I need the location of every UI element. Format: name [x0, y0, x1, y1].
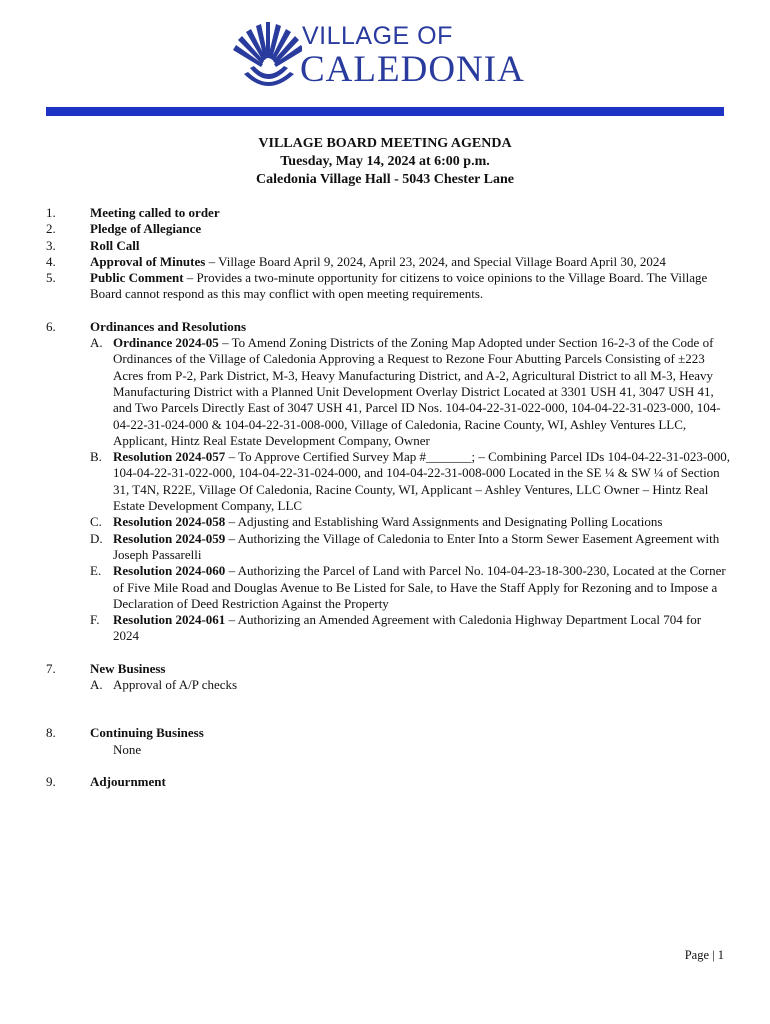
item-title: New Business	[90, 660, 166, 676]
sub-text: – To Approve Certified Survey Map #_______; – Combining Parcel IDs 104-04-22-31-023-000, 104-04-22-31-022-000, 104-04-22-31-024-000, and 104-04-22-31-008-000 Located in the SE ¼ & SW ¼ of Section 31, T4N, R22E, Village Of Caledonia, Racine County, WI, Applicant – Ashley Ventures, LLC Owner – Hintz Real Estate Development Company, LLC	[113, 449, 731, 514]
page-number: Page | 1	[684, 948, 724, 962]
agenda-item-8	[46, 725, 730, 758]
agenda-item-4	[46, 254, 730, 270]
item-title: Meeting called to order	[90, 205, 220, 220]
sub-title: Resolution 2024-060	[113, 563, 226, 579]
item-title: Ordinances and Resolutions	[90, 318, 247, 334]
sub-item-e	[90, 563, 730, 612]
item-number: 8.	[46, 725, 56, 741]
agenda-item-1	[46, 205, 730, 221]
item-title: Approval of Minutes	[90, 253, 206, 269]
item-number: 7.	[46, 660, 56, 676]
sub-title: Resolution 2024-057	[113, 449, 226, 465]
sub-letter: A.	[90, 335, 103, 351]
sub-letter: E.	[90, 563, 102, 579]
agenda-header	[0, 135, 770, 189]
item-title: Pledge of Allegiance	[90, 221, 202, 237]
sub-letter: D.	[90, 530, 103, 546]
agenda-title: VILLAGE BOARD MEETING AGENDA	[258, 136, 512, 151]
agenda-item-5	[46, 270, 730, 303]
logo-line-caledonia: CALEDONIA	[300, 49, 525, 90]
sub-item-c	[90, 514, 730, 530]
item-number: 9.	[46, 773, 56, 789]
sub-letter: B.	[90, 449, 102, 465]
sub-title: Resolution 2024-059	[113, 530, 226, 546]
sub-item-b	[90, 449, 730, 514]
sub-item-a	[90, 677, 730, 693]
agenda-item-6	[46, 319, 730, 645]
agenda-list	[46, 205, 730, 790]
agenda-item-9	[46, 774, 730, 790]
item-number: 6.	[46, 318, 56, 334]
item-title: Adjournment	[90, 773, 166, 789]
sub-letter: A.	[90, 677, 103, 693]
item-text: – Provides a two-minute opportunity for citizens to voice opinions to the Village Board. The Village Board cannot respond as this may conflict with open meeting requirements.	[90, 270, 708, 302]
sub-text: – To Amend Zoning Districts of the Zoning Map Adopted under Section 16-2-3 of the Code of Ordinances of the Village of Caledonia Approving a Request to Rezone Four Abutting Parcels Consisting of ±223 Acres from P-2, Park District, M-3, Heavy Manufacturing District, and A-2, Agricultural District to all M-3, Heavy Manufacturing District with a Planned Unit Development Overlay District Located at 3301 USH 41, 3047 USH 41, and Two Parcels Directly East of 3047 USH 41, Parcel ID Nos. 104-04-22-31-022-000, 104-04-22-31-023-000, 104-04-22-31-024-000 & 104-04-22-31-008-000, Village of Caledonia, Racine County, WI, Ashley Ventures LLC, Applicant, Hintz Real Estate Development Company, Owner	[113, 335, 721, 448]
agenda-item-3	[46, 238, 730, 254]
sub-title: Resolution 2024-061	[113, 612, 226, 628]
item-number: 3.	[46, 237, 56, 253]
sub-title: Ordinance 2024-05	[113, 335, 219, 351]
sub-letter: C.	[90, 514, 102, 530]
meeting-date: Tuesday, May 14, 2024 at 6:00 p.m.	[280, 154, 490, 169]
sub-item-f	[90, 612, 730, 645]
sub-text: Approval of A/P checks	[113, 677, 238, 693]
header-rule	[46, 107, 724, 116]
sub-text: – Authorizing the Parcel of Land with Parcel No. 104-04-23-18-300-230, Located at the Corner of Five Mile Road and Douglas Avenue to Be Listed for Sale, to Have the Staff Apply for Rezoning and to Impose a Declaration of Deed Restriction Against the Property	[113, 563, 726, 611]
item-title: Public Comment	[90, 270, 184, 286]
sub-text: – Authorizing an Amended Agreement with Caledonia Highway Department Local 704 for 2024	[113, 612, 702, 644]
item-number: 1.	[46, 205, 56, 220]
item-number: 2.	[46, 221, 56, 237]
item-text: None	[113, 741, 142, 757]
village-logo	[230, 18, 540, 90]
sub-item-a	[90, 335, 730, 449]
item-number: 5.	[46, 270, 56, 286]
agenda-item-2	[46, 221, 730, 237]
agenda-item-7	[46, 661, 730, 694]
sub-letter: F.	[90, 612, 100, 628]
caledonia-fan-logo-icon	[230, 18, 302, 90]
item-title: Continuing Business	[90, 725, 204, 741]
sub-text: – Adjusting and Establishing Ward Assignments and Designating Polling Locations	[225, 514, 663, 530]
meeting-location: Caledonia Village Hall - 5043 Chester Lane	[256, 172, 514, 187]
item-text: – Village Board April 9, 2024, April 23, 2024, and Special Village Board April 30, 2024	[205, 253, 666, 269]
sub-item-d	[90, 531, 730, 564]
item-title: Roll Call	[90, 237, 140, 253]
logo-line-village-of: VILLAGE OF	[302, 22, 453, 50]
sub-title: Resolution 2024-058	[113, 514, 226, 530]
item-number: 4.	[46, 253, 56, 269]
sub-text: – Authorizing the Village of Caledonia to Enter Into a Storm Sewer Easement Agreement with Joseph Passarelli	[113, 530, 720, 562]
